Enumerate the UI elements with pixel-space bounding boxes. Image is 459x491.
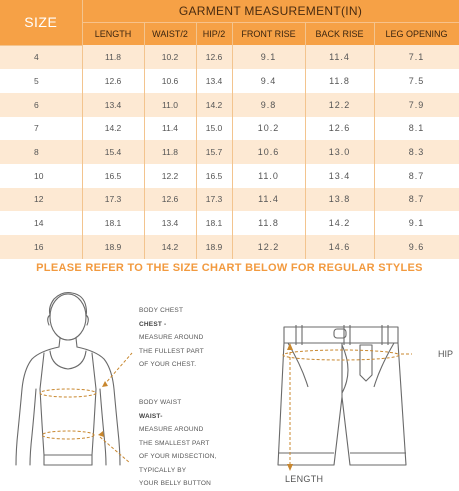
measure-cell: 14.2 xyxy=(82,117,144,141)
length-label: LENGTH xyxy=(285,474,324,484)
measure-cell: 12.2 xyxy=(305,93,374,117)
column-header-length: LENGTH xyxy=(82,23,144,46)
measure-cell: 14.6 xyxy=(305,235,374,259)
column-header-back-rise: BACK RISE xyxy=(305,23,374,46)
table-row xyxy=(0,117,459,141)
measure-cell: 11.8 xyxy=(305,69,374,93)
measure-cell: 13.4 xyxy=(144,211,196,235)
size-cell: 6 xyxy=(0,93,82,117)
measure-cell: 11.0 xyxy=(144,93,196,117)
measure-cell: 9.1 xyxy=(374,211,459,235)
measure-cell: 7.1 xyxy=(374,45,459,69)
table-row xyxy=(0,140,459,164)
measure-cell: 18.1 xyxy=(196,211,232,235)
measure-cell: 9.1 xyxy=(232,45,305,69)
measure-cell: 11.8 xyxy=(232,211,305,235)
size-header: SIZE xyxy=(0,0,82,45)
measure-cell: 11.4 xyxy=(144,117,196,141)
measure-cell: 11.4 xyxy=(305,45,374,69)
measure-cell: 11.0 xyxy=(232,164,305,188)
hip-label: HIP xyxy=(438,349,454,359)
chest-line-3: MEASURE AROUND xyxy=(139,334,204,341)
regular-styles-note: PLEASE REFER TO THE SIZE CHART BELOW FOR REGULAR STYLES xyxy=(36,262,423,274)
measure-cell: 12.6 xyxy=(196,45,232,69)
measure-cell: 16.5 xyxy=(82,164,144,188)
column-header-waist: WAIST/2 xyxy=(144,23,196,46)
garment-measurement-header: GARMENT MEASUREMENT(IN) xyxy=(82,0,459,23)
waist-measure-line xyxy=(42,431,94,439)
measure-cell: 14.2 xyxy=(305,211,374,235)
table-row xyxy=(0,45,459,69)
size-cell: 4 xyxy=(0,45,82,69)
measure-cell: 13.0 xyxy=(305,140,374,164)
measure-cell: 13.4 xyxy=(196,69,232,93)
measure-cell: 11.4 xyxy=(232,188,305,212)
measure-cell: 11.8 xyxy=(82,45,144,69)
waist-pointer-line xyxy=(100,437,130,463)
waist-title: BODY WAIST xyxy=(139,399,182,406)
measure-cell: 17.3 xyxy=(196,188,232,212)
size-cell: 10 xyxy=(0,164,82,188)
waist-line-5: OF YOUR MIDSECTION, xyxy=(139,453,217,460)
measure-guides xyxy=(40,353,132,463)
measure-cell: 8.7 xyxy=(374,164,459,188)
measure-cell: 8.3 xyxy=(374,140,459,164)
column-header-leg-opening: LEG OPENING xyxy=(374,23,459,46)
chest-line-5: OF YOUR CHEST. xyxy=(139,361,197,368)
measure-cell: 13.4 xyxy=(305,164,374,188)
measure-cell: 9.4 xyxy=(232,69,305,93)
table-row xyxy=(0,211,459,235)
measure-cell: 7.9 xyxy=(374,93,459,117)
column-header-hip: HIP/2 xyxy=(196,23,232,46)
chest-title: BODY CHEST xyxy=(139,307,184,314)
measure-cell: 9.8 xyxy=(232,93,305,117)
measure-cell: 13.8 xyxy=(305,188,374,212)
measure-cell: 17.3 xyxy=(82,188,144,212)
table-row xyxy=(0,93,459,117)
measure-cell: 15.0 xyxy=(196,117,232,141)
hip-measure-line xyxy=(283,350,399,360)
measure-cell: 15.4 xyxy=(82,140,144,164)
measure-cell: 7.5 xyxy=(374,69,459,93)
measure-cell: 12.6 xyxy=(305,117,374,141)
measure-cell: 12.2 xyxy=(144,164,196,188)
waist-line-6: TYPICALLY BY xyxy=(139,466,187,474)
table-row xyxy=(0,164,459,188)
measure-cell: 10.2 xyxy=(232,117,305,141)
measure-cell: 10.2 xyxy=(144,45,196,69)
size-cell: 7 xyxy=(0,117,82,141)
table-row xyxy=(0,188,459,212)
chest-description xyxy=(139,304,204,372)
measure-cell: 8.1 xyxy=(374,117,459,141)
table-row xyxy=(0,69,459,93)
chest-line-4: THE FULLEST PART xyxy=(139,347,204,355)
body-figure xyxy=(4,285,134,488)
measure-cell: 15.7 xyxy=(196,140,232,164)
chest-measure-line xyxy=(40,389,96,397)
measure-cell: 14.2 xyxy=(144,235,196,259)
measure-cell: 18.9 xyxy=(82,235,144,259)
table-row xyxy=(0,235,459,259)
waist-label: WAIST- xyxy=(139,412,163,420)
measure-cell: 12.2 xyxy=(232,235,305,259)
measure-cell: 18.9 xyxy=(196,235,232,259)
chest-label: CHEST - xyxy=(139,320,167,328)
size-cell: 8 xyxy=(0,140,82,164)
measure-cell: 9.6 xyxy=(374,235,459,259)
measure-cell: 14.2 xyxy=(196,93,232,117)
measure-cell: 12.6 xyxy=(82,69,144,93)
measure-cell: 10.6 xyxy=(232,140,305,164)
waist-line-7: YOUR BELLY BUTTON xyxy=(139,480,212,487)
shorts-outline xyxy=(278,325,406,465)
measure-cell: 12.6 xyxy=(144,188,196,212)
waist-line-4: THE SMALLEST PART xyxy=(139,439,210,447)
size-cell: 12 xyxy=(0,188,82,212)
waist-line-3: MEASURE AROUND xyxy=(139,426,204,433)
measure-cell: 8.7 xyxy=(374,188,459,212)
size-cell: 5 xyxy=(0,69,82,93)
waist-description xyxy=(139,396,217,491)
shorts-figure xyxy=(262,315,412,488)
measure-cell: 18.1 xyxy=(82,211,144,235)
measure-cell: 13.4 xyxy=(82,93,144,117)
measure-cell: 10.6 xyxy=(144,69,196,93)
column-header-front-rise: FRONT RISE xyxy=(232,23,305,46)
size-rows xyxy=(0,45,459,259)
measure-cell: 11.8 xyxy=(144,140,196,164)
measure-cell: 16.5 xyxy=(196,164,232,188)
size-cell: 14 xyxy=(0,211,82,235)
chest-pointer-line xyxy=(104,353,132,385)
size-cell: 16 xyxy=(0,235,82,259)
